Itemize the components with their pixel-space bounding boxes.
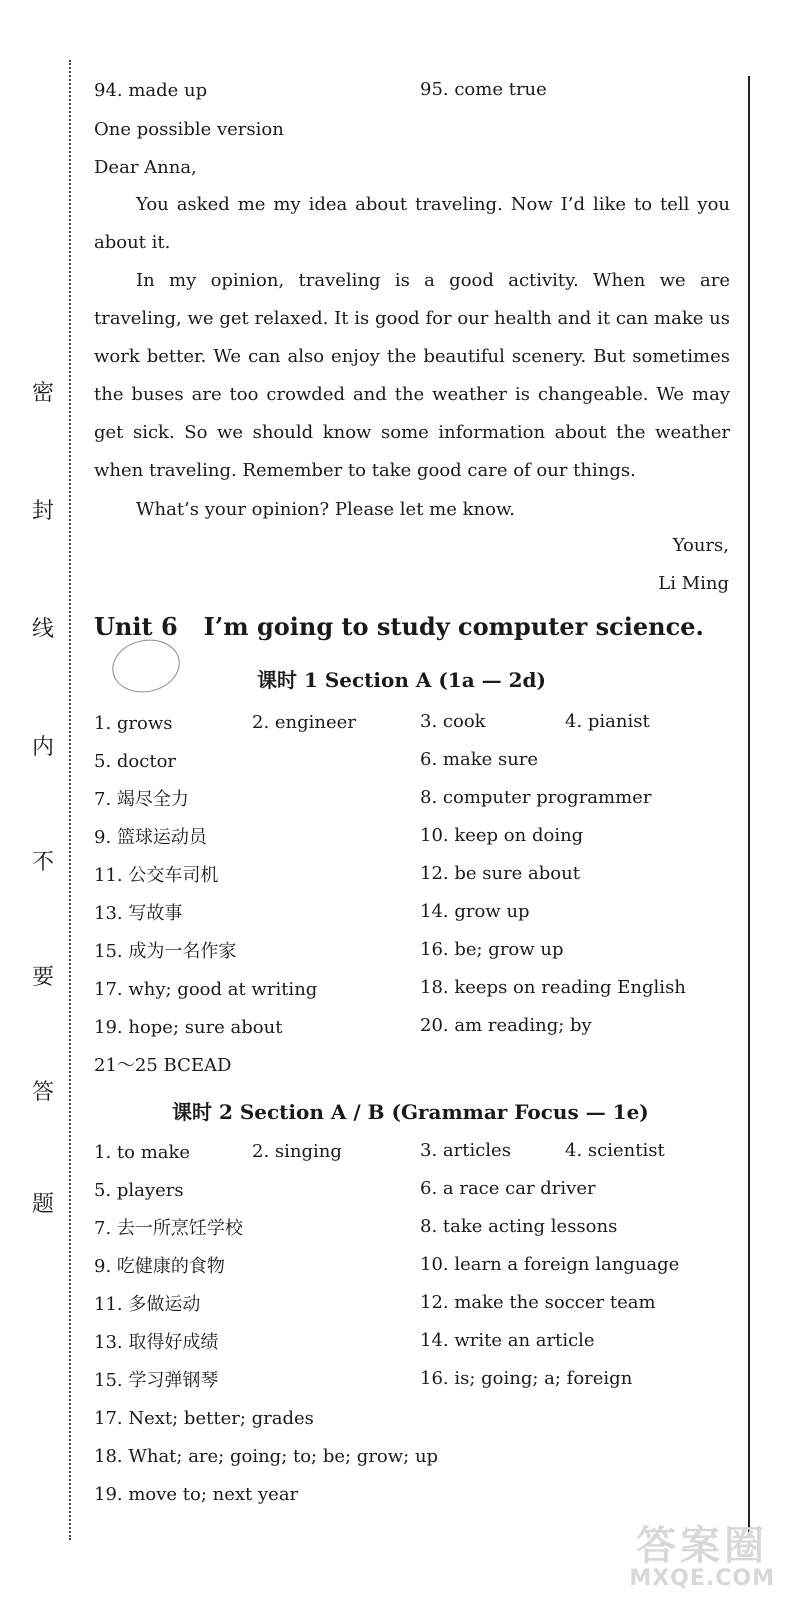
answer-item: 6. a race car driver [420,1178,596,1199]
answer-item: 2. engineer [252,712,356,733]
letter-signature: Li Ming [658,573,729,594]
answer-item: 3. cook [420,711,486,732]
answer-item: 16. is; going; a; foreign [420,1368,633,1389]
side-char: 内 [31,735,54,760]
answer-item: 20. am reading; by [420,1015,592,1036]
side-char: 封 [31,499,54,524]
site-watermark [629,1522,775,1591]
answer-item: 15. 成为一名作家 [94,941,237,962]
side-char: 不 [31,850,54,875]
letter-paragraph-3: What’s your opinion? Please let me know. [136,499,515,520]
answer-item: 11. 公交车司机 [94,865,219,886]
answer-94: 94. made up [94,80,208,101]
answer-item: 4. scientist [565,1140,665,1161]
side-char: 要 [31,965,54,990]
letter-paragraph-2: In my opinion, traveling is a good activity. When we are traveling, we get relaxed. It is good for our health and it can make us work better. We can also enjoy the beautiful scenery. But sometimes the buses are too crowded and the weather is changeable. We may get sick. So we should know some information about the weather when traveling. Remember to take good care of our things. [94,270,730,481]
lesson-1-title: 课时 1 Section A (1a — 2d) [257,668,546,692]
answer-item: 19. hope; sure about [94,1017,283,1038]
answer-item: 10. keep on doing [420,825,584,846]
answer-item: 2. singing [252,1141,342,1162]
answer-item: 18. keeps on reading English [420,977,686,998]
answer-item: 6. make sure [420,749,539,770]
answer-item: 3. articles [420,1140,511,1161]
side-char: 答 [31,1080,54,1105]
answer-item: 8. take acting lessons [420,1216,618,1237]
answer-95: 95. come true [420,79,547,100]
answer-item: 10. learn a foreign language [420,1254,680,1275]
unit-name: I’m going to study computer science. [203,612,704,641]
answer-item: 1. grows [94,713,173,734]
answer-item: 18. What; are; going; to; be; grow; up [94,1446,439,1467]
version-label: One possible version [94,119,284,140]
letter-greeting: Dear Anna, [94,157,197,178]
answer-item: 1. to make [94,1142,191,1163]
answer-item: 12. make the soccer team [420,1292,656,1313]
answer-item: 16. be; grow up [420,939,564,960]
answer-item: 5. doctor [94,751,177,772]
right-border-line [748,76,750,1536]
answer-item: 9. 篮球运动员 [94,827,207,848]
answer-item: 7. 竭尽全力 [94,789,189,810]
answer-item: 8. computer programmer [420,787,652,808]
answer-item: 12. be sure about [420,863,580,884]
answer-item: 14. grow up [420,901,530,922]
answer-item: 7. 去一所烹饪学校 [94,1218,243,1239]
watermark-url: MXQE.COM [629,1565,775,1591]
answer-item: 11. 多做运动 [94,1294,201,1315]
lesson-2-title: 课时 2 Section A / B (Grammar Focus — 1e) [172,1100,649,1124]
watermark-logo-text: 答案圈 [636,1522,769,1569]
answer-item: 5. players [94,1180,184,1201]
answer-item: 13. 写故事 [94,903,183,924]
letter-paragraph-1: You asked me my idea about traveling. Now I’d like to tell you about it. [94,194,730,253]
answer-item: 13. 取得好成绩 [94,1332,219,1353]
answer-item: 14. write an article [420,1330,595,1351]
side-char: 密 [31,381,54,406]
answer-item: 21～25 BCEAD [94,1055,232,1076]
stamp-mark [107,633,184,698]
answer-item: 17. why; good at writing [94,979,318,1000]
answer-item: 17. Next; better; grades [94,1408,314,1429]
unit-number: Unit 6 [94,612,178,641]
side-char: 线 [31,617,54,642]
letter-closing: Yours, [672,535,729,556]
binding-margin-line [69,60,71,1540]
answer-item: 19. move to; next year [94,1484,299,1505]
answer-item: 9. 吃健康的食物 [94,1256,225,1277]
answer-item: 4. pianist [565,711,650,732]
unit-title [94,612,704,641]
side-char: 题 [31,1192,54,1217]
answer-item: 15. 学习弹钢琴 [94,1370,219,1391]
